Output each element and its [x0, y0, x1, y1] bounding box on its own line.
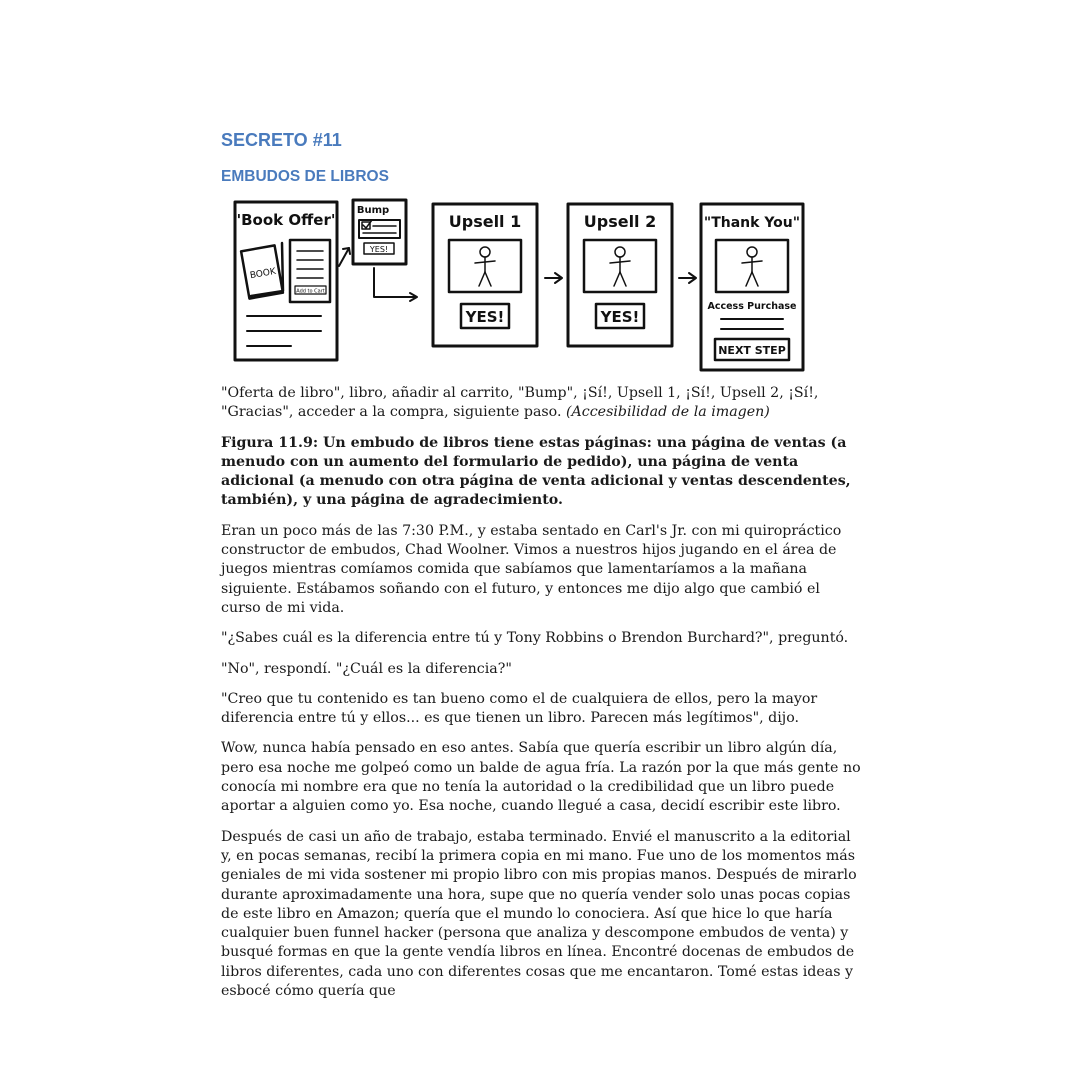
body-paragraph: Eran un poco más de las 7:30 P.M., y estaba sentado en Carl's Jr. con mi quiropráctico constructor de embudos, Chad Woolner. Vimos a nuestros hijos jugando en el área de juegos mientras comíamos comida que sabíamos que lamentaríamos a la mañana siguiente. Estábamos soñando con el futuro, y entonces me dijo algo que cambió el curso de mi vida.: [221, 522, 842, 616]
stick-figure-icon: [475, 247, 495, 286]
access-purchase-label: Access Purchase: [707, 301, 797, 312]
book-label: BOOK: [249, 266, 277, 282]
bump-yes-label: YES!: [369, 245, 389, 254]
book-funnel-figure: [221, 198, 811, 374]
section-subheading: EMBUDOS DE LIBROS: [221, 168, 389, 185]
stick-figure-icon: [742, 247, 762, 286]
upsell-1-page: [433, 204, 537, 346]
upsell-1-yes-label: YES!: [465, 308, 505, 326]
book-icon: [241, 243, 283, 299]
upsell-2-title: Upsell 2: [583, 212, 657, 231]
bump-title: Bump: [356, 205, 390, 216]
upsell-2-yes-label: YES!: [600, 308, 640, 326]
arrow-to-bump: [339, 248, 349, 266]
upsell-2-page: [568, 204, 672, 346]
image-description-text: "Oferta de libro", libro, añadir al carrito, "Bump", ¡Sí!, Upsell 1, ¡Sí!, Upsell 2, ¡Sí!, "Gracias", acceder a la compra, siguiente paso.: [221, 385, 819, 421]
body-paragraph: "Creo que tu contenido es tan bueno como el de cualquiera de ellos, pero la mayor diferencia entre tú y ellos... es que tienen un libro. Parecen más legítimos", dijo.: [221, 690, 818, 727]
image-accessibility-link[interactable]: (Accesibilidad de la imagen): [566, 404, 770, 421]
body-paragraph: "¿Sabes cuál es la diferencia entre tú y Tony Robbins o Brendon Burchard?", preguntó.: [221, 630, 849, 647]
body-paragraph: "No", respondí. "¿Cuál es la diferencia?": [221, 660, 512, 677]
add-to-cart-label: Add to Cart: [296, 288, 325, 295]
book-offer-title: "Book Offer": [233, 211, 339, 229]
bump-popup: [353, 200, 406, 264]
body-paragraph: Wow, nunca había pensado en eso antes. Sabía que quería escribir un libro algún día, pero esa noche me golpeó como un balde de agua fría. La razón por la que más gente no conocía mi nombre era que no tenía la autoridad o la credibilidad que un libro puede aportar a alguien como yo. Esa noche, cuando llegué a casa, decidí escribir este libro.: [221, 740, 861, 815]
body-paragraph: Después de casi un año de trabajo, estaba terminado. Envié el manuscrito a la editorial y, en pocas semanas, recibí la primera copia en mi mano. Fue uno de los momentos más geniales de mi vida sostener mi propio libro con mis propias manos. Después de mirarlo durante aproximadamente una hora, supe que no quería vender solo unas pocas copias de este libro en Amazon; quería que el mundo lo conociera. Así que hice lo que haría cualquier buen funnel hacker (persona que analiza y descompone embudos de venta) y busqué formas en que la gente vendía libros en línea. Encontré docenas de embudos de libros diferentes, cada uno con diferentes cosas que me encantaron. Tomé estas ideas y esbocé cómo quería que: [221, 828, 857, 1000]
section-heading: SECRETO #11: [221, 130, 342, 150]
next-step-label: NEXT STEP: [718, 344, 786, 357]
upsell-1-title: Upsell 1: [448, 212, 522, 231]
thank-you-page: [701, 204, 803, 370]
image-description: [221, 384, 861, 423]
stick-figure-icon: [610, 247, 630, 286]
book-offer-page: [233, 202, 338, 360]
thank-you-title: "Thank You": [703, 215, 801, 231]
figure-caption: Figura 11.9: Un embudo de libros tiene estas páginas: una página de ventas (a menudo con un aumento del formulario de pedido), una página de venta adicional (a menudo con otra página de venta adicional y ventas descendentes, también), y una página de agradecimiento.: [221, 434, 851, 509]
page-content: [221, 130, 861, 1012]
